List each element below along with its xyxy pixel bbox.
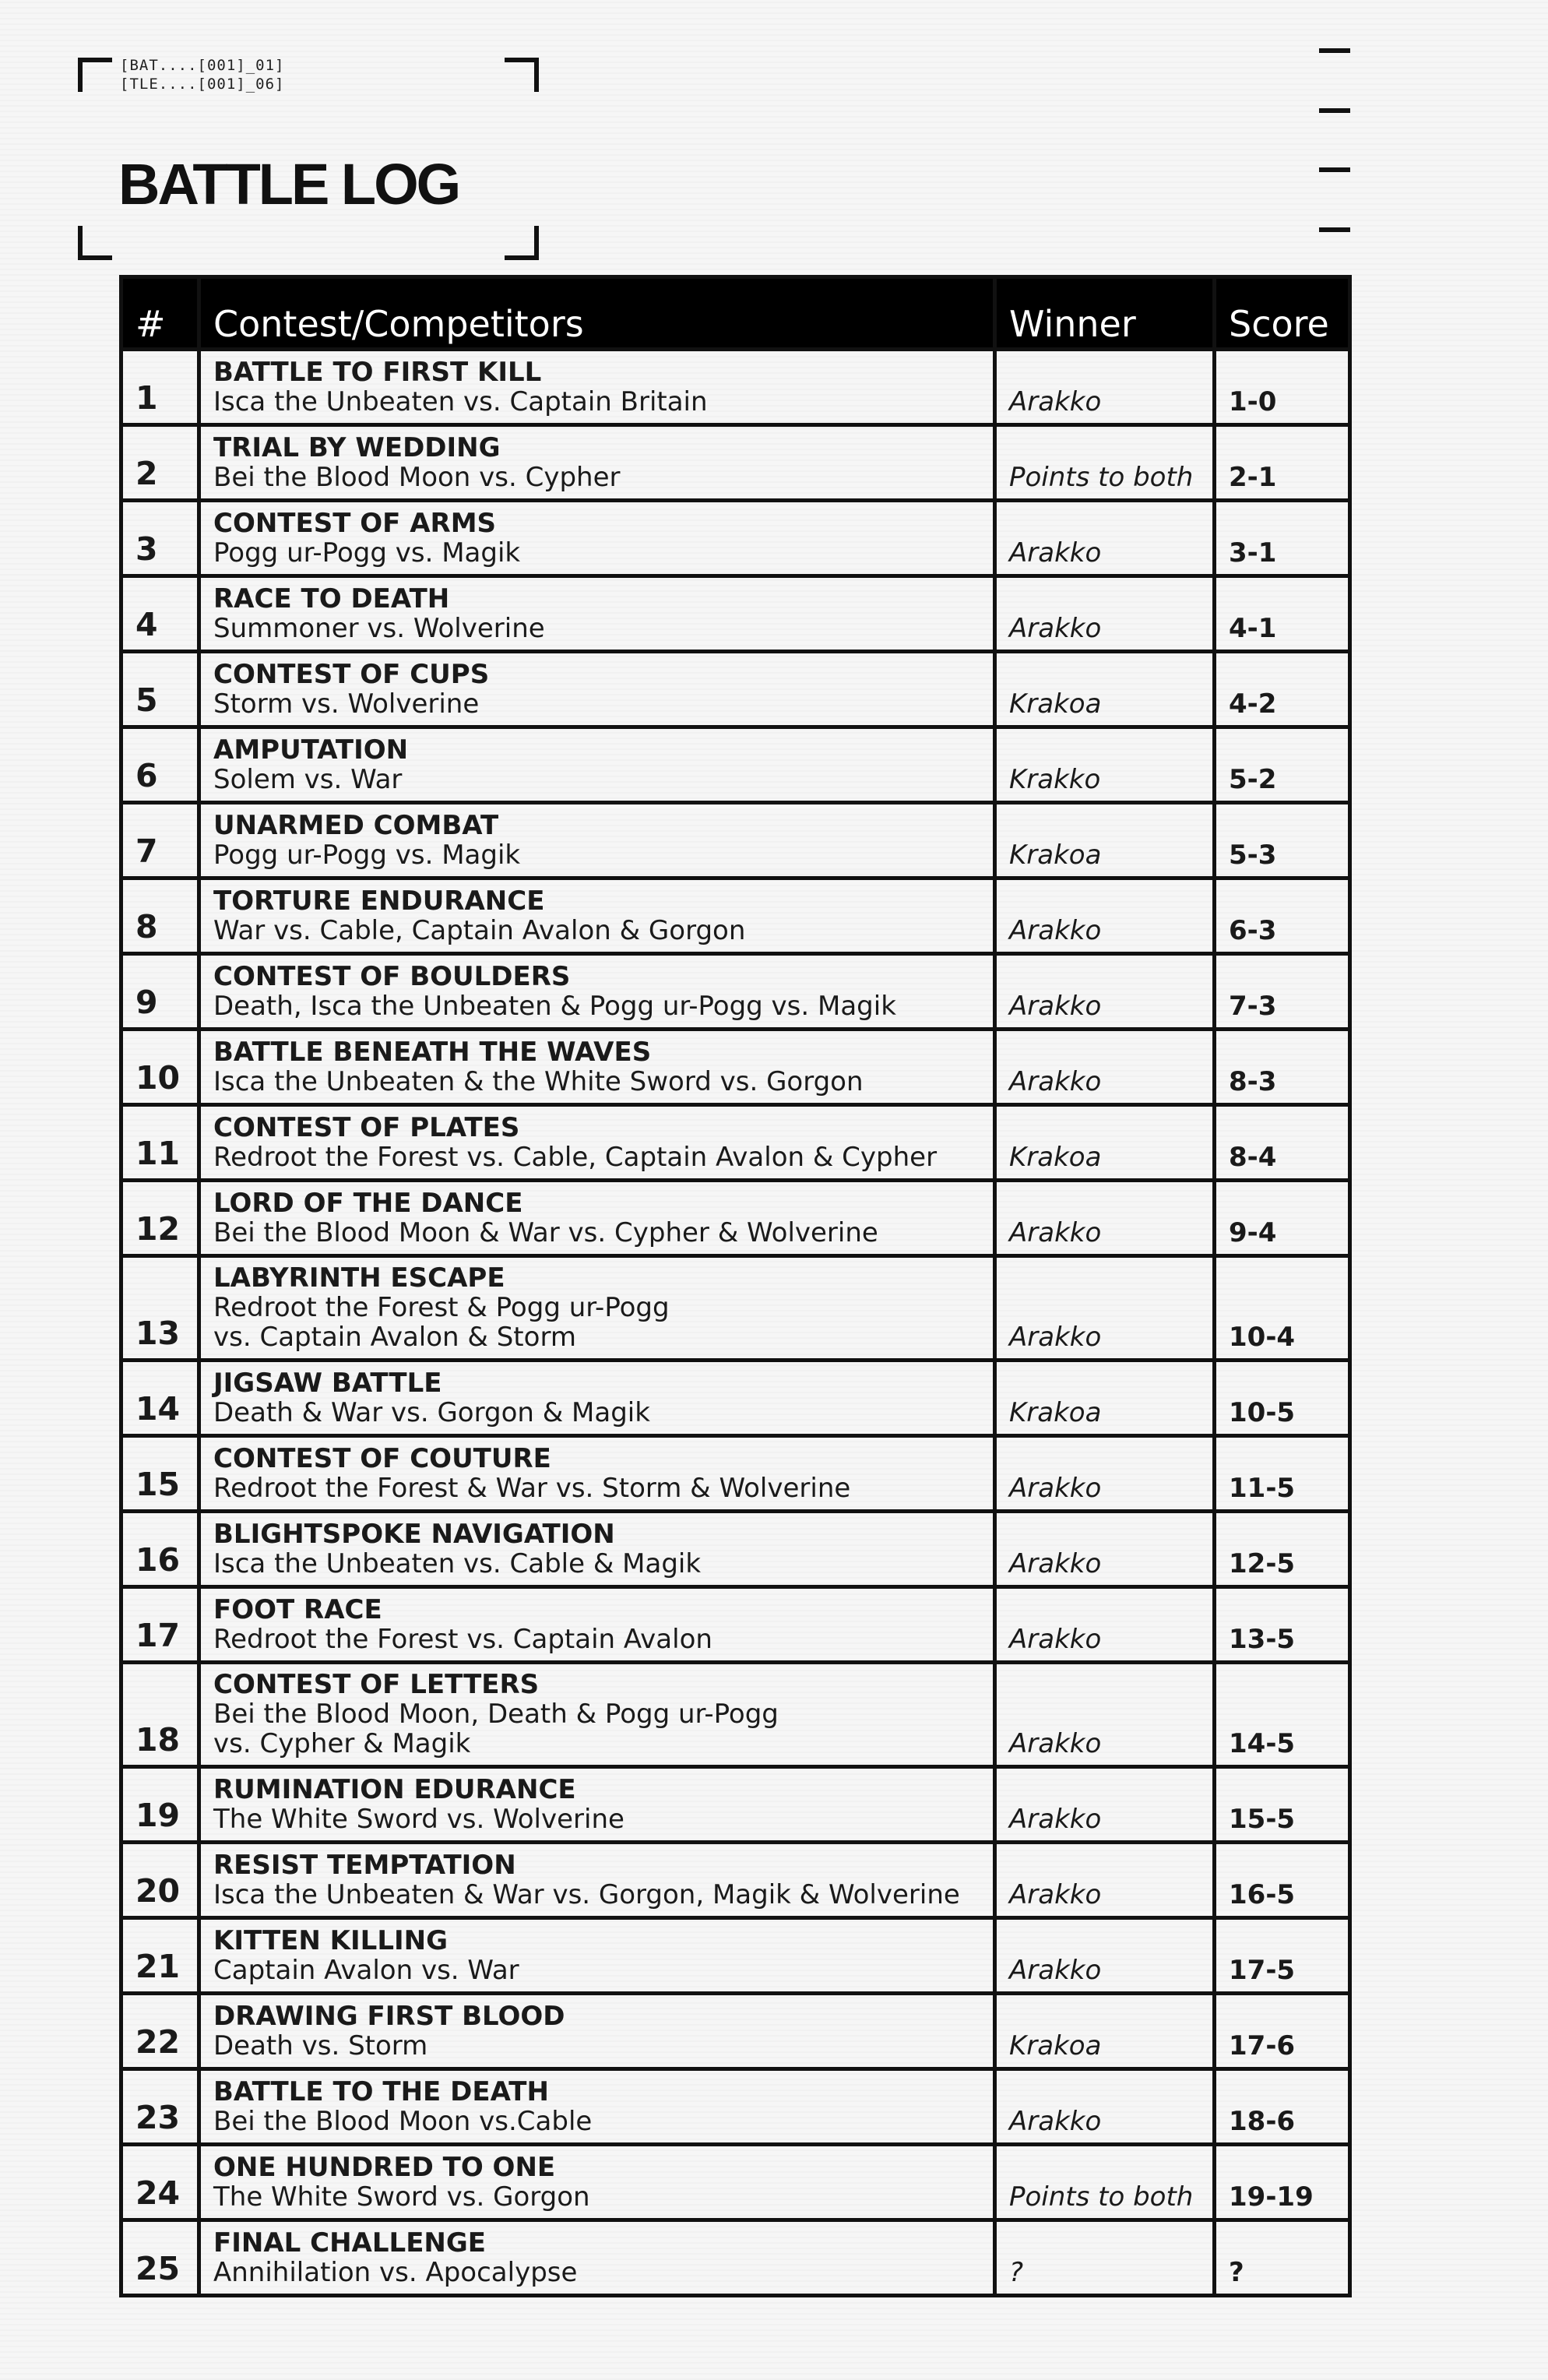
- table-row: [121, 576, 1350, 652]
- score-cell: 17-5: [1215, 1918, 1350, 1994]
- competitors: Pogg ur-Pogg vs. Magik: [213, 840, 521, 871]
- contest-cell: [199, 501, 995, 576]
- table-row: [121, 2069, 1350, 2145]
- competitors: Bei the Blood Moon, Death & Pogg ur-Pogg: [213, 1699, 779, 1730]
- competitors: The White Sword vs. Wolverine: [213, 1804, 624, 1835]
- competitors: Redroot the Forest & Pogg ur-Pogg: [213, 1292, 670, 1323]
- row-number: 6: [121, 727, 199, 803]
- score-cell: 9-4: [1215, 1181, 1350, 1256]
- winner-cell: Arakko: [995, 1030, 1215, 1105]
- battle-log-table: [119, 275, 1352, 2297]
- row-number: 12: [121, 1181, 199, 1256]
- row-number: 11: [121, 1105, 199, 1181]
- score-cell: 12-5: [1215, 1512, 1350, 1587]
- contest-name: UNARMED COMBAT: [213, 810, 499, 841]
- contest-cell: [199, 954, 995, 1030]
- score-cell: 4-2: [1215, 652, 1350, 727]
- contest-cell: [199, 1361, 995, 1436]
- winner-cell: Krakoa: [995, 652, 1215, 727]
- competitors: Redroot the Forest vs. Captain Avalon: [213, 1624, 712, 1655]
- file-code: [120, 56, 284, 93]
- table-row: [121, 1918, 1350, 1994]
- contest-cell: [199, 652, 995, 727]
- decorative-dash: [1319, 227, 1350, 232]
- contest-name: RUMINATION EDURANCE: [213, 1774, 576, 1805]
- table-row: [121, 1181, 1350, 1256]
- file-code-line: [TLE....[001]_06]: [120, 76, 285, 93]
- winner-cell: Arakko: [995, 501, 1215, 576]
- row-number: 10: [121, 1030, 199, 1105]
- table-body: [121, 350, 1350, 2296]
- competitors: Annihilation vs. Apocalypse: [213, 2257, 578, 2288]
- winner-cell: Arakko: [995, 1436, 1215, 1512]
- contest-name: JIGSAW BATTLE: [213, 1368, 442, 1399]
- contest-cell: [199, 1843, 995, 1918]
- contest-name: CONTEST OF PLATES: [213, 1112, 520, 1143]
- contest-name: TRIAL BY WEDDING: [213, 432, 501, 463]
- row-number: 8: [121, 878, 199, 954]
- competitors: Pogg ur-Pogg vs. Magik: [213, 537, 521, 569]
- contest-cell: [199, 1436, 995, 1512]
- winner-cell: Arakko: [995, 878, 1215, 954]
- competitors: Bei the Blood Moon & War vs. Cypher & Wolverine: [213, 1217, 878, 1248]
- row-number: 2: [121, 425, 199, 501]
- winner-cell: Arakko: [995, 1918, 1215, 1994]
- contest-cell: [199, 2145, 995, 2220]
- competitors: Redroot the Forest vs. Cable, Captain Avalon & Cypher: [213, 1142, 938, 1173]
- row-number: 4: [121, 576, 199, 652]
- winner-cell: Points to both: [995, 2145, 1215, 2220]
- score-cell: 5-2: [1215, 727, 1350, 803]
- row-number: 23: [121, 2069, 199, 2145]
- contest-cell: [199, 350, 995, 425]
- row-number: 22: [121, 1994, 199, 2069]
- score-cell: 15-5: [1215, 1767, 1350, 1843]
- contest-cell: [199, 1512, 995, 1587]
- score-cell: 6-3: [1215, 878, 1350, 954]
- table-row: [121, 727, 1350, 803]
- contest-cell: [199, 1105, 995, 1181]
- competitors: Death vs. Storm: [213, 2030, 428, 2061]
- contest-name: FINAL CHALLENGE: [213, 2227, 487, 2259]
- table-row: [121, 2220, 1350, 2296]
- contest-cell: [199, 878, 995, 954]
- winner-cell: Arakko: [995, 1767, 1215, 1843]
- contest-name: RACE TO DEATH: [213, 583, 450, 614]
- winner-cell: Arakko: [995, 350, 1215, 425]
- frame-corner: [505, 58, 539, 92]
- contest-cell: [199, 1663, 995, 1767]
- competitors: War vs. Cable, Captain Avalon & Gorgon: [213, 915, 746, 946]
- row-number: 19: [121, 1767, 199, 1843]
- score-cell: 18-6: [1215, 2069, 1350, 2145]
- frame-corner: [505, 226, 539, 260]
- winner-cell: Arakko: [995, 1663, 1215, 1767]
- contest-name: BATTLE TO THE DEATH: [213, 2076, 549, 2107]
- competitors: The White Sword vs. Gorgon: [213, 2181, 590, 2213]
- row-number: 20: [121, 1843, 199, 1918]
- score-cell: 13-5: [1215, 1587, 1350, 1663]
- contest-cell: [199, 425, 995, 501]
- row-number: 13: [121, 1256, 199, 1361]
- contest-cell: [199, 2069, 995, 2145]
- row-number: 1: [121, 350, 199, 425]
- competitors: Redroot the Forest & War vs. Storm & Wolverine: [213, 1473, 851, 1504]
- winner-cell: Arakko: [995, 576, 1215, 652]
- table-row: [121, 1767, 1350, 1843]
- table-row: [121, 2145, 1350, 2220]
- contest-cell: [199, 1767, 995, 1843]
- frame-corner: [78, 226, 112, 260]
- contest-name: CONTEST OF COUTURE: [213, 1443, 551, 1474]
- table-row: [121, 1256, 1350, 1361]
- score-cell: 4-1: [1215, 576, 1350, 652]
- frame-corner: [78, 58, 112, 92]
- competitors: Bei the Blood Moon vs. Cypher: [213, 462, 621, 493]
- table-row: [121, 1512, 1350, 1587]
- contest-name: DRAWING FIRST BLOOD: [213, 2001, 565, 2032]
- contest-name: BLIGHTSPOKE NAVIGATION: [213, 1519, 615, 1550]
- contest-cell: [199, 576, 995, 652]
- score-cell: 10-5: [1215, 1361, 1350, 1436]
- score-cell: 19-19: [1215, 2145, 1350, 2220]
- table-row: [121, 1663, 1350, 1767]
- table-row: [121, 878, 1350, 954]
- contest-name: CONTEST OF BOULDERS: [213, 961, 571, 992]
- winner-cell: Arakko: [995, 1512, 1215, 1587]
- competitors: Death, Isca the Unbeaten & Pogg ur-Pogg vs. Magik: [213, 991, 896, 1022]
- contest-cell: [199, 1030, 995, 1105]
- score-cell: 10-4: [1215, 1256, 1350, 1361]
- winner-cell: Arakko: [995, 954, 1215, 1030]
- winner-cell: Krakoa: [995, 1994, 1215, 2069]
- contest-cell: [199, 727, 995, 803]
- contest-name: BATTLE BENEATH THE WAVES: [213, 1037, 652, 1068]
- row-number: 18: [121, 1663, 199, 1767]
- table-row: [121, 1030, 1350, 1105]
- contest-name: BATTLE TO FIRST KILL: [213, 357, 542, 388]
- competitors: Bei the Blood Moon vs.Cable: [213, 2106, 593, 2137]
- competitors: Isca the Unbeaten vs. Captain Britain: [213, 386, 708, 417]
- contest-name: CONTEST OF LETTERS: [213, 1669, 540, 1700]
- table-row: [121, 1994, 1350, 2069]
- competitors: Death & War vs. Gorgon & Magik: [213, 1397, 650, 1428]
- score-cell: 1-0: [1215, 350, 1350, 425]
- score-cell: 2-1: [1215, 425, 1350, 501]
- row-number: 9: [121, 954, 199, 1030]
- winner-cell: Krakoa: [995, 1105, 1215, 1181]
- contest-cell: [199, 2220, 995, 2296]
- contest-name: KITTEN KILLING: [213, 1925, 449, 1956]
- table-row: [121, 652, 1350, 727]
- table-row: [121, 803, 1350, 878]
- score-cell: 16-5: [1215, 1843, 1350, 1918]
- competitors: vs. Cypher & Magik: [213, 1728, 471, 1759]
- decorative-dash: [1319, 167, 1350, 172]
- score-cell: 11-5: [1215, 1436, 1350, 1512]
- competitors: vs. Captain Avalon & Storm: [213, 1322, 576, 1353]
- score-cell: 17-6: [1215, 1994, 1350, 2069]
- row-number: 5: [121, 652, 199, 727]
- winner-cell: Krakoa: [995, 803, 1215, 878]
- contest-name: LABYRINTH ESCAPE: [213, 1262, 505, 1294]
- contest-name: RESIST TEMPTATION: [213, 1850, 516, 1881]
- page-title: BATTLE LOG: [118, 152, 459, 217]
- winner-cell: Arakko: [995, 1181, 1215, 1256]
- winner-cell: Krakko: [995, 727, 1215, 803]
- competitors: Summoner vs. Wolverine: [213, 613, 545, 644]
- table-row: [121, 1587, 1350, 1663]
- contest-name: CONTEST OF ARMS: [213, 508, 497, 539]
- competitors: Isca the Unbeaten vs. Cable & Magik: [213, 1548, 702, 1579]
- table-header-row: [121, 277, 1350, 350]
- row-number: 14: [121, 1361, 199, 1436]
- table-row: [121, 425, 1350, 501]
- winner-cell: Arakko: [995, 2069, 1215, 2145]
- contest-name: LORD OF THE DANCE: [213, 1188, 523, 1219]
- contest-name: ONE HUNDRED TO ONE: [213, 2152, 556, 2183]
- contest-cell: [199, 1994, 995, 2069]
- table-row: [121, 1843, 1350, 1918]
- contest-name: AMPUTATION: [213, 734, 409, 766]
- contest-cell: [199, 803, 995, 878]
- row-number: 24: [121, 2145, 199, 2220]
- score-cell: 8-3: [1215, 1030, 1350, 1105]
- row-number: 17: [121, 1587, 199, 1663]
- row-number: 7: [121, 803, 199, 878]
- winner-cell: Points to both: [995, 425, 1215, 501]
- competitors: Storm vs. Wolverine: [213, 688, 480, 720]
- table-row: [121, 501, 1350, 576]
- contest-name: FOOT RACE: [213, 1594, 382, 1625]
- competitors: Captain Avalon vs. War: [213, 1955, 519, 1986]
- contest-name: TORTURE ENDURANCE: [213, 885, 545, 917]
- winner-cell: Arakko: [995, 1587, 1215, 1663]
- competitors: Solem vs. War: [213, 764, 403, 795]
- row-number: 25: [121, 2220, 199, 2296]
- header-contest: Contest/Competitors: [199, 277, 995, 350]
- winner-cell: Krakoa: [995, 1361, 1215, 1436]
- score-cell: 14-5: [1215, 1663, 1350, 1767]
- score-cell: ?: [1215, 2220, 1350, 2296]
- contest-cell: [199, 1256, 995, 1361]
- contest-cell: [199, 1587, 995, 1663]
- score-cell: 8-4: [1215, 1105, 1350, 1181]
- contest-cell: [199, 1918, 995, 1994]
- competitors: Isca the Unbeaten & War vs. Gorgon, Magik & Wolverine: [213, 1879, 960, 1910]
- winner-cell: Arakko: [995, 1256, 1215, 1361]
- table-row: [121, 1361, 1350, 1436]
- row-number: 15: [121, 1436, 199, 1512]
- contest-cell: [199, 1181, 995, 1256]
- header-num: #: [121, 277, 199, 350]
- row-number: 21: [121, 1918, 199, 1994]
- table-row: [121, 1436, 1350, 1512]
- score-cell: 3-1: [1215, 501, 1350, 576]
- table-row: [121, 954, 1350, 1030]
- table-row: [121, 1105, 1350, 1181]
- table-row: [121, 350, 1350, 425]
- winner-cell: Arakko: [995, 1843, 1215, 1918]
- score-cell: 5-3: [1215, 803, 1350, 878]
- winner-cell: ?: [995, 2220, 1215, 2296]
- decorative-dash: [1319, 108, 1350, 113]
- header-winner: Winner: [995, 277, 1215, 350]
- competitors: Isca the Unbeaten & the White Sword vs. Gorgon: [213, 1066, 864, 1097]
- file-code-line: [BAT....[001]_01]: [120, 57, 285, 74]
- row-number: 16: [121, 1512, 199, 1587]
- decorative-dash: [1319, 48, 1350, 53]
- row-number: 3: [121, 501, 199, 576]
- contest-name: CONTEST OF CUPS: [213, 659, 490, 690]
- header-score: Score: [1215, 277, 1350, 350]
- score-cell: 7-3: [1215, 954, 1350, 1030]
